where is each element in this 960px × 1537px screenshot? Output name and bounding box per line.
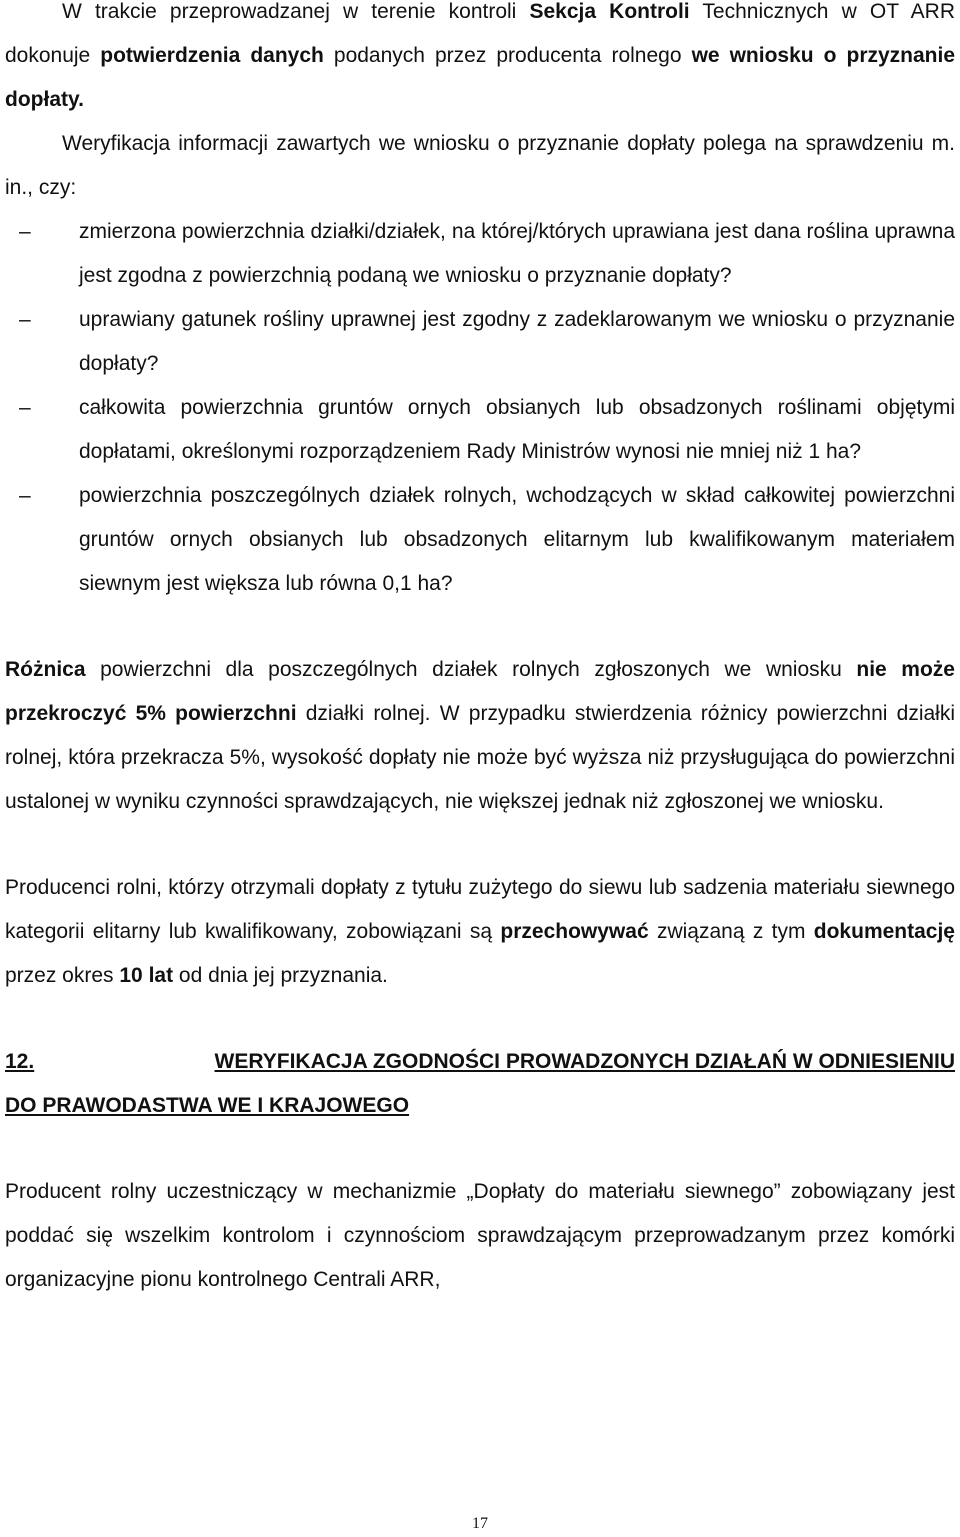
checklist-item xyxy=(5,386,955,474)
verification-intro-paragraph: Weryfikacja informacji zawartych we wniosku o przyznanie dopłaty polega na sprawdzeniu m. in., czy: xyxy=(5,132,955,199)
verification-checklist xyxy=(5,210,955,606)
dash-bullet: – xyxy=(19,396,31,419)
checklist-item-text: całkowita powierzchnia gruntów ornych obsianych lub obsadzonych roślinami objętymi dopłatami, określonymi rozporządzeniem Rady Ministrów wynosi nie mniej niż 1 ha? xyxy=(79,396,955,463)
intro-text: Technicznych w OT ARR dokonuje xyxy=(5,0,955,67)
retention-bold-dokumentacje: dokumentację xyxy=(813,920,955,943)
section-number: 12. xyxy=(5,1050,35,1073)
intro-bold-potwierdzenia: potwierdzenia danych xyxy=(100,44,324,67)
dash-bullet: – xyxy=(19,484,31,507)
checklist-item-text: powierzchnia poszczególnych działek rolnych, wchodzących w skład całkowitej powierzchni gruntów ornych obsianych lub obsadzonych elitarnym lub kwalifikowanym materiałem siewnym jest większa lub równa 0,1 ha? xyxy=(79,484,955,595)
closing-paragraph: Producent rolny uczestniczący w mechanizmie „Dopłaty do materiału siewnego” zobowiązany jest poddać się wszelkim kontrolom i czynnościom sprawdzającym przeprowadzanym przez komórki organizacyjne pionu kontrolnego Centrali ARR, xyxy=(5,1180,955,1291)
page-number: 17 xyxy=(472,1515,488,1532)
section-heading-line-1 xyxy=(5,1040,955,1084)
retention-text: przez okres xyxy=(5,964,120,987)
retention-bold-10-lat: 10 lat xyxy=(119,964,174,987)
retention-bold-przechowywac: przechowywać xyxy=(500,920,649,943)
checklist-item-text: zmierzona powierzchnia działki/działek, na której/których uprawiana jest dana roślina uprawna jest zgodna z powierzchnią podaną we wniosku o przyznanie dopłaty? xyxy=(79,220,955,287)
intro-bold-wniosek: we wniosku o przyznanie dopłaty. xyxy=(5,44,956,111)
intro-text: W trakcie przeprowadzanej w terenie kontroli xyxy=(62,0,530,23)
retention-text: Producenci rolni, którzy otrzymali dopłaty z tytułu zużytego do siewu lub sadzenia materiału siewnego kategorii elitarny lub kwalifikowany, zobowiązani są xyxy=(5,876,955,943)
document-page xyxy=(5,0,955,1302)
dash-bullet: – xyxy=(19,220,31,243)
difference-text: działki rolnej. W przypadku stwierdzenia różnicy powierzchni działki rolnej, która przekracza 5%, wysokość dopłaty nie może być wyższa niż przysługująca do powierzchni ustalonej w wyniku czynności sprawdzających, nie większej jednak niż zgłoszonej we wniosku. xyxy=(5,702,955,813)
difference-bold-roznica: Różnica xyxy=(5,658,86,681)
intro-bold-sekcja: Sekcja Kontroli xyxy=(529,0,690,23)
section-heading-line-2 xyxy=(5,1084,955,1128)
checklist-item-text: uprawiany gatunek rośliny uprawnej jest zgodny z zadeklarowanym we wniosku o przyznanie dopłaty? xyxy=(79,308,955,375)
retention-paragraph xyxy=(5,866,955,998)
section-title-line-2: DO PRAWODASTWA WE I KRAJOWEGO xyxy=(5,1094,410,1117)
checklist-item xyxy=(5,210,955,298)
difference-bold-limit: nie może przekroczyć 5% powierzchni xyxy=(5,658,955,725)
intro-paragraph xyxy=(5,0,955,122)
checklist-item xyxy=(5,474,955,606)
retention-text: związaną z tym xyxy=(648,920,814,943)
section-title-line-1: WERYFIKACJA ZGODNOŚCI PROWADZONYCH DZIAŁAŃ W ODNIESIENIU xyxy=(214,1050,955,1073)
dash-bullet: – xyxy=(19,308,31,331)
intro-text: podanych przez producenta rolnego xyxy=(323,44,692,67)
difference-paragraph xyxy=(5,648,955,824)
checklist-item xyxy=(5,298,955,386)
retention-text: od dnia jej przyznania. xyxy=(173,964,388,987)
section-heading xyxy=(5,1040,955,1128)
difference-text: powierzchni dla poszczególnych działek rolnych zgłoszonych we wniosku xyxy=(85,658,857,681)
